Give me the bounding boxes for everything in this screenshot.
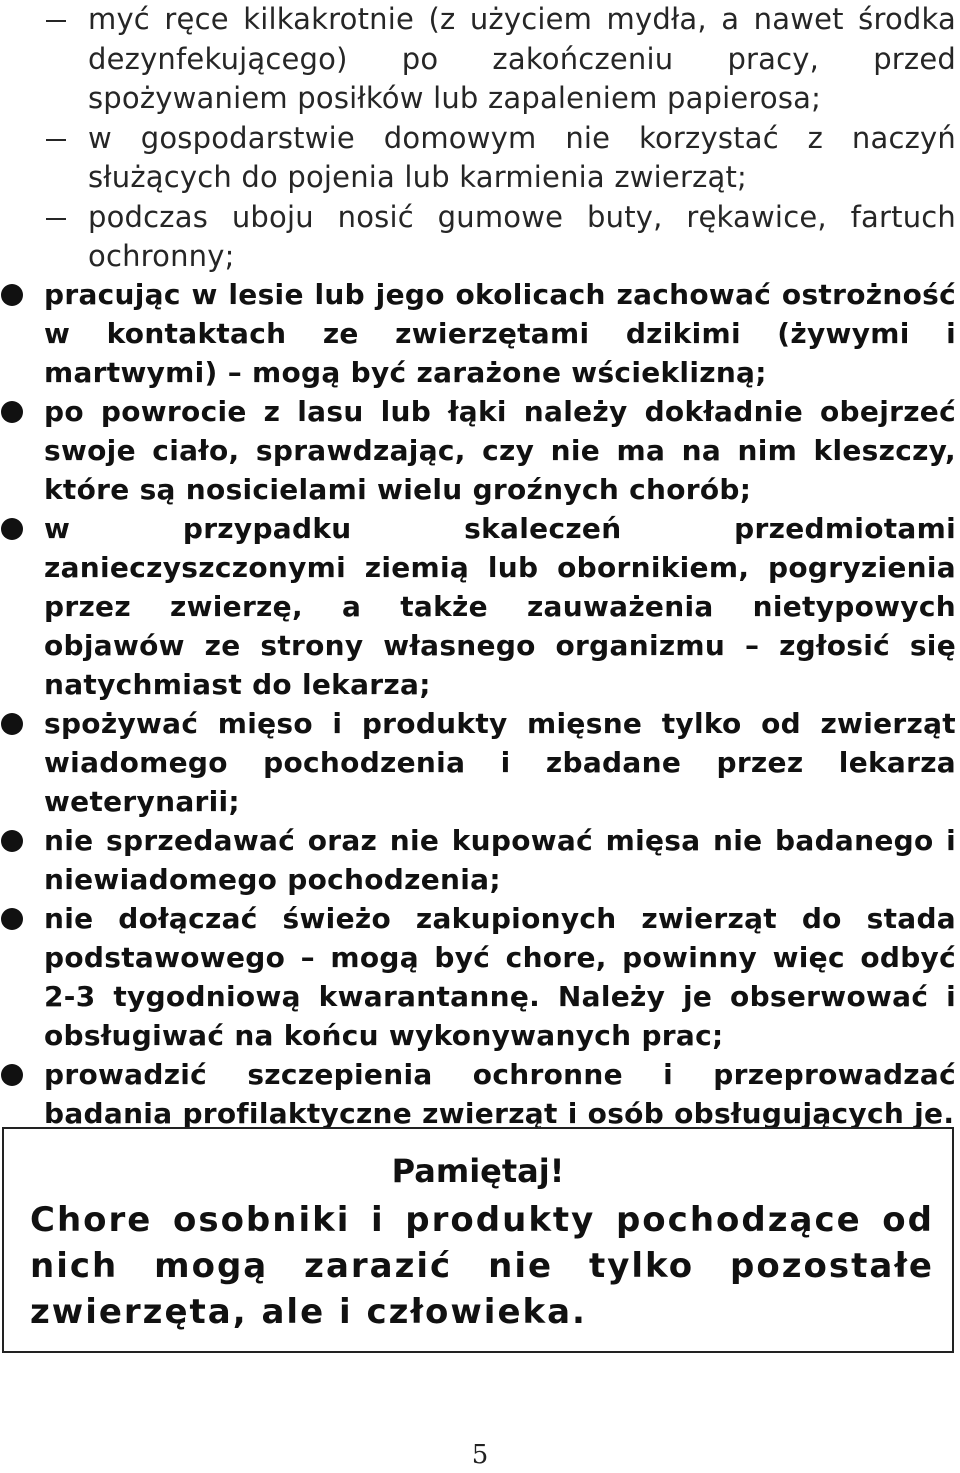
bullet-dot-icon: [1, 1064, 23, 1086]
dash-item: [0, 198, 960, 277]
page-number: 5: [471, 1440, 489, 1470]
bullet-item: [0, 509, 960, 704]
bullet-item: [0, 704, 960, 821]
bullet-list: [0, 275, 960, 1133]
dash-marker: [46, 119, 68, 159]
dash-list: [0, 0, 960, 277]
dash-marker: [46, 0, 68, 40]
notice-body: Chore osobniki i produkty pochodzące od nich mogą zarazić nie tylko pozostałe zwierzęta, ale i człowieka.: [30, 1200, 934, 1332]
bullet-item: [0, 821, 960, 899]
bullet-item-text: spożywać mięso i produkty mięsne tylko od zwierząt wiadomego pochodzenia i zbadane przez lekarza weterynarii;: [44, 707, 956, 818]
bullet-dot-icon: [1, 284, 23, 306]
dash-item-text: podczas uboju nosić gumowe buty, rękawice, fartuch ochronny;: [88, 199, 956, 273]
bullet-item: [0, 392, 960, 509]
remember-notice-box: [2, 1127, 954, 1353]
dash-item-text: myć ręce kilkakrotnie (z użyciem mydła, a nawet środka dezynfekującego) po zakończeniu pracy, przed spożywaniem posiłków lub zapaleniem papierosa;: [88, 2, 956, 115]
bullet-item-text: nie sprzedawać oraz nie kupować mięsa nie badanego i niewiadomego pochodzenia;: [44, 824, 956, 896]
notice-title: Pamiętaj!: [391, 1152, 565, 1190]
dash-item: [0, 119, 960, 198]
dash-item-text: w gospodarstwie domowym nie korzystać z naczyń służących do pojenia lub karmienia zwierząt;: [88, 120, 956, 194]
bullet-item-text: po powrocie z lasu lub łąki należy dokładnie obejrzeć swoje ciało, sprawdzając, czy nie ma na nim kleszczy, które są nosicielami wielu groźnych chorób;: [44, 395, 956, 506]
bullet-item-text: w przypadku skaleczeń przedmiotami zanieczyszczonymi ziemią lub obornikiem, pogryzienia przez zwierzę, a także zauważenia nietypowych objawów ze strony własnego organizmu – zgłosić się natychmiast do lekarza;: [44, 512, 956, 701]
bullet-dot-icon: [1, 713, 23, 735]
bullet-item-text: pracując w lesie lub jego okolicach zachować ostrożność w kontaktach ze zwierzętami dzikimi (żywymi i martwymi) – mogą być zarażone wścieklizną;: [44, 278, 956, 389]
bullet-dot-icon: [1, 401, 23, 423]
dash-marker: [46, 198, 68, 238]
bullet-item-text: prowadzić szczepienia ochronne i przeprowadzać badania profilaktyczne zwierząt i osób obsługujących je.: [44, 1058, 956, 1130]
bullet-item-text: nie dołączać świeżo zakupionych zwierząt do stada podstawowego – mogą być chore, powinny więc odbyć 2-3 tygodniową kwarantannę. Należy je obserwować i obsługiwać na końcu wykonywanych prac;: [44, 902, 956, 1052]
dash-item: [0, 0, 960, 119]
bullet-dot-icon: [1, 830, 23, 852]
bullet-item: [0, 275, 960, 392]
bullet-item: [0, 899, 960, 1055]
bullet-dot-icon: [1, 908, 23, 930]
bullet-item: [0, 1055, 960, 1133]
bullet-dot-icon: [1, 518, 23, 540]
